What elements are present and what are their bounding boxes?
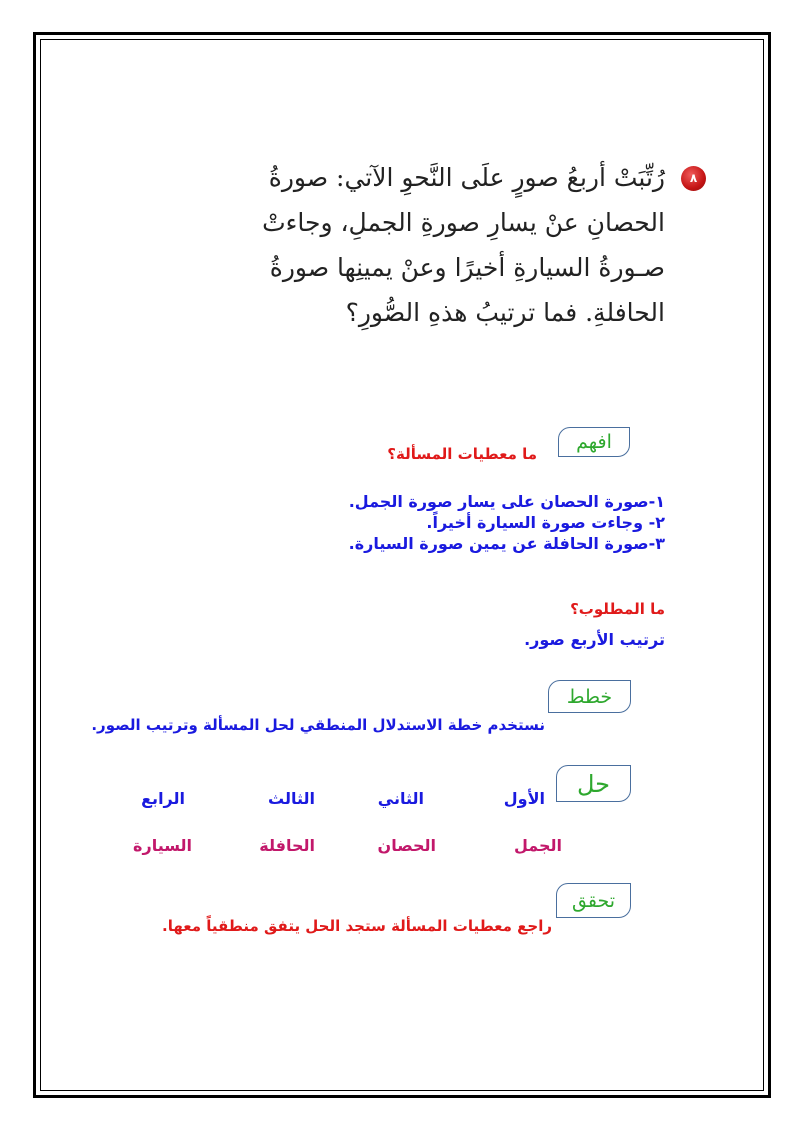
problem-line: صـورةُ السيارةِ أخيرًا وعنْ يمينِها صورةُ (269, 253, 665, 282)
check-label: تحقق (556, 883, 631, 918)
problem-statement (225, 155, 665, 335)
check-text: راجع معطيات المسألة ستجد الحل يتفق منطقياً معها. (162, 917, 552, 935)
given-item: ٢- وجاءت صورة السيارة أخيراً. (426, 513, 665, 532)
position-header: الرابع (141, 789, 185, 808)
given-item: ٣-صورة الحافلة عن يمين صورة السيارة. (348, 534, 665, 553)
plan-label: خطط (548, 680, 631, 713)
problem-line: رُتِّبَتْ أربعُ صورٍ علَى النَّحوِ الآتي: صورةُ (268, 163, 665, 192)
plan-text: نستخدم خطة الاستدلال المنطقي لحل المسألة وترتيب الصور. (91, 716, 545, 734)
understand-label: افهم (558, 427, 630, 457)
position-header: الثاني (377, 789, 424, 808)
position-header: الثالث (268, 789, 315, 808)
solution-item: الحصان (377, 836, 436, 855)
position-header: الأول (503, 789, 545, 808)
problem-number-badge: ٨ (681, 166, 706, 191)
solution-item: الحافلة (259, 836, 315, 855)
solve-label: حل (556, 765, 631, 802)
solution-item: الجمل (513, 836, 562, 855)
solution-item: السيارة (133, 836, 192, 855)
understand-question: ما معطيات المسألة؟ (387, 445, 537, 463)
required-heading: ما المطلوب؟ (570, 600, 665, 618)
given-item: ١-صورة الحصان على يسار صورة الجمل. (348, 492, 665, 511)
required-text: ترتيب الأربع صور. (524, 630, 665, 649)
problem-line: الحافلةِ. فما ترتيبُ هذهِ الصُّورِ؟ (345, 298, 665, 327)
problem-line: الحصانِ عنْ يسارِ صورةِ الجملِ، وجاءتْ (262, 208, 665, 237)
